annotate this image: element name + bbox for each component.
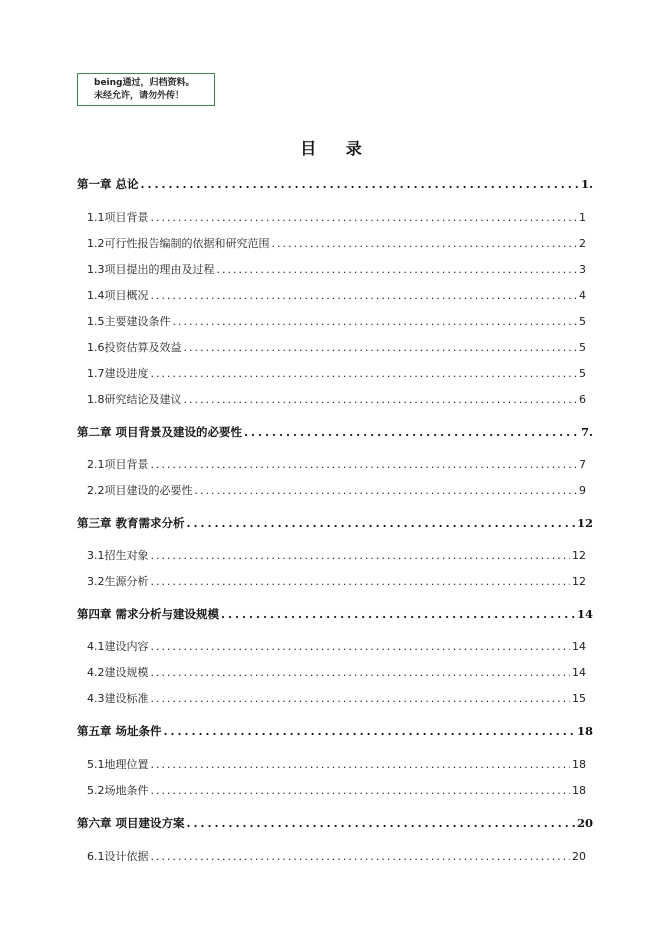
toc-dot-leader [151,850,571,863]
toc-chapter-entry[interactable] [77,723,593,739]
toc-dot-leader [151,458,578,471]
toc-entry-label: 1.6投资估算及效益 [87,341,182,354]
toc-entry-label: 3.1招生对象 [87,549,149,562]
toc-section-entry[interactable] [87,664,586,680]
toc-page-number: 3 [579,263,586,276]
toc-chapter-entry[interactable] [77,176,593,192]
toc-section-entry[interactable] [87,547,586,563]
toc-entry-label: 第四章 需求分析与建设规模 [77,607,220,621]
toc-page-number: 1. [580,177,593,191]
toc-entry-label: 2.1项目背景 [87,458,149,471]
toc-dot-leader [173,315,578,328]
toc-page-number: 12 [576,516,593,530]
toc-chapter-entry[interactable] [77,515,593,531]
toc-entry-label: 1.1项目背景 [87,211,149,224]
toc-entry-label: 1.5主要建设条件 [87,315,171,328]
toc-dot-leader [244,425,579,439]
toc-page-number: 5 [579,367,586,380]
toc-page-number: 6 [579,393,586,406]
toc-chapter-entry[interactable] [77,815,593,831]
toc-section-entry[interactable] [87,235,586,251]
toc-section-entry[interactable] [87,287,586,303]
toc-entry-label: 3.2生源分析 [87,575,149,588]
toc-dot-leader [272,237,578,250]
toc-entry-label: 5.2场地条件 [87,784,149,797]
toc-entry-label: 4.3建设标准 [87,692,149,705]
toc-entry-label: 6.1设计依据 [87,850,149,863]
toc-page-number: 7. [580,425,593,439]
toc-entry-label: 1.4项目概况 [87,289,149,302]
toc-entry-label: 2.2项目建设的必要性 [87,484,193,497]
toc-page-number: 14 [576,607,593,621]
toc-page-number: 4 [579,289,586,302]
toc-dot-leader [151,640,571,653]
toc-entry-label: 4.1建设内容 [87,640,149,653]
toc-page-number: 5 [579,341,586,354]
toc-dot-leader [217,263,578,276]
toc-chapter-entry[interactable] [77,606,593,622]
toc-dot-leader [151,367,578,380]
toc-section-entry[interactable] [87,690,586,706]
toc-page-number: 20 [576,816,593,830]
toc-section-entry[interactable] [87,365,586,381]
toc-dot-leader [151,549,571,562]
stamp-line-2: 未经允许，请勿外传！ [94,91,185,101]
toc-entry-label: 第二章 项目背景及建设的必要性 [77,425,243,439]
toc-entry-label: 1.3项目提出的理由及过程 [87,263,215,276]
toc-title: 目 录 [300,139,374,158]
toc-section-entry[interactable] [87,756,586,772]
toc-page-number: 14 [572,640,586,653]
toc-dot-leader [184,341,578,354]
toc-section-entry[interactable] [87,339,586,355]
toc-dot-leader [164,724,575,738]
toc-entry-label: 1.2可行性报告编制的依据和研究范围 [87,237,270,250]
toc-dot-leader [151,666,571,679]
toc-section-entry[interactable] [87,456,586,472]
toc-section-entry[interactable] [87,261,586,277]
toc-section-entry[interactable] [87,782,586,798]
toc-page-number: 20 [572,850,586,863]
toc-section-entry[interactable] [87,209,586,225]
toc-dot-leader [151,289,578,302]
toc-section-entry[interactable] [87,391,586,407]
toc-entry-label: 第五章 场址条件 [77,724,162,738]
toc-dot-leader [195,484,578,497]
toc-page-number: 9 [579,484,586,497]
toc-section-entry[interactable] [87,573,586,589]
toc-entry-label: 5.1地理位置 [87,758,149,771]
toc-entry-label: 1.8研究结论及建议 [87,393,182,406]
toc-dot-leader [141,177,579,191]
toc-entry-label: 4.2建设规模 [87,666,149,679]
toc-section-entry[interactable] [87,638,586,654]
toc-dot-leader [221,607,575,621]
toc-page-number: 5 [579,315,586,328]
toc-page-number: 12 [572,575,586,588]
toc-page-number: 18 [572,758,586,771]
toc-dot-leader [151,784,571,797]
toc-dot-leader [151,758,571,771]
toc-page-number: 12 [572,549,586,562]
toc-entry-label: 第一章 总论 [77,177,139,191]
toc-section-entry[interactable] [87,848,586,864]
stamp-line-1: being通过，归档资料。 [94,78,195,88]
toc-page-number: 1 [579,211,586,224]
toc-section-entry[interactable] [87,482,586,498]
toc-page-number: 18 [572,784,586,797]
toc-page-number: 2 [579,237,586,250]
toc-entry-label: 第六章 项目建设方案 [77,816,185,830]
toc-dot-leader [151,575,571,588]
toc-page-number: 15 [572,692,586,705]
toc-page-number: 7 [579,458,586,471]
toc-page-number: 18 [576,724,593,738]
toc-page-number: 14 [572,666,586,679]
toc-dot-leader [151,692,571,705]
toc-dot-leader [151,211,578,224]
toc-section-entry[interactable] [87,313,586,329]
toc-chapter-entry[interactable] [77,424,593,440]
toc-entry-label: 1.7建设进度 [87,367,149,380]
toc-dot-leader [187,516,575,530]
toc-entry-label: 第三章 教育需求分析 [77,516,185,530]
toc-dot-leader [184,393,578,406]
toc-dot-leader [187,816,575,830]
approval-stamp [77,73,215,106]
